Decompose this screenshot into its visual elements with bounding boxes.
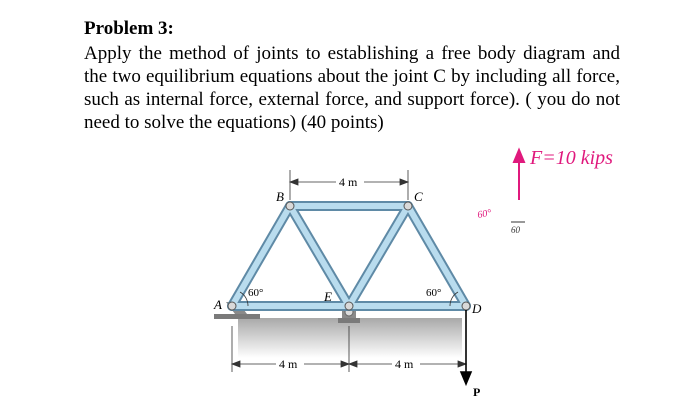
handwritten-force-label: F=10 kips: [530, 147, 613, 169]
load-label-p: P: [473, 385, 481, 399]
joint-label-e: E: [324, 289, 332, 304]
svg-text:60: 60: [511, 225, 520, 235]
ground: [238, 318, 462, 358]
dimension-bottom-right-label: 4 m: [395, 357, 414, 371]
joint-pin-e: [345, 302, 353, 310]
joint-label-b: B: [276, 189, 284, 204]
joint-label-a: A: [214, 297, 222, 312]
problem-title: Problem 3:: [84, 18, 174, 39]
angle-label-left: 60°: [248, 287, 264, 299]
angle-label-right: 60°: [426, 287, 442, 299]
problem-statement: Apply the method of joints to establishing a free body diagram and the two equilibrium equations about the joint C by including all force, such as internal force, external force, and support force). ( you do not need to solve the equations) (40 points): [84, 43, 620, 133]
joint-label-d: D: [472, 301, 482, 316]
joint-pin-a: [228, 302, 236, 310]
joint-pin-c: [404, 202, 412, 210]
joint-pin-b: [286, 202, 294, 210]
load-arrow-p: [461, 310, 471, 384]
handwritten-force-arrow: [514, 150, 524, 200]
joint-pin-d: [462, 302, 470, 310]
dimension-top-label: 4 m: [339, 175, 358, 189]
handwritten-angle-fraction: [511, 222, 525, 235]
handwritten-angle-note: 60°: [476, 207, 493, 221]
joint-label-c: C: [414, 189, 423, 204]
dimension-bottom-left-label: 4 m: [279, 357, 298, 371]
